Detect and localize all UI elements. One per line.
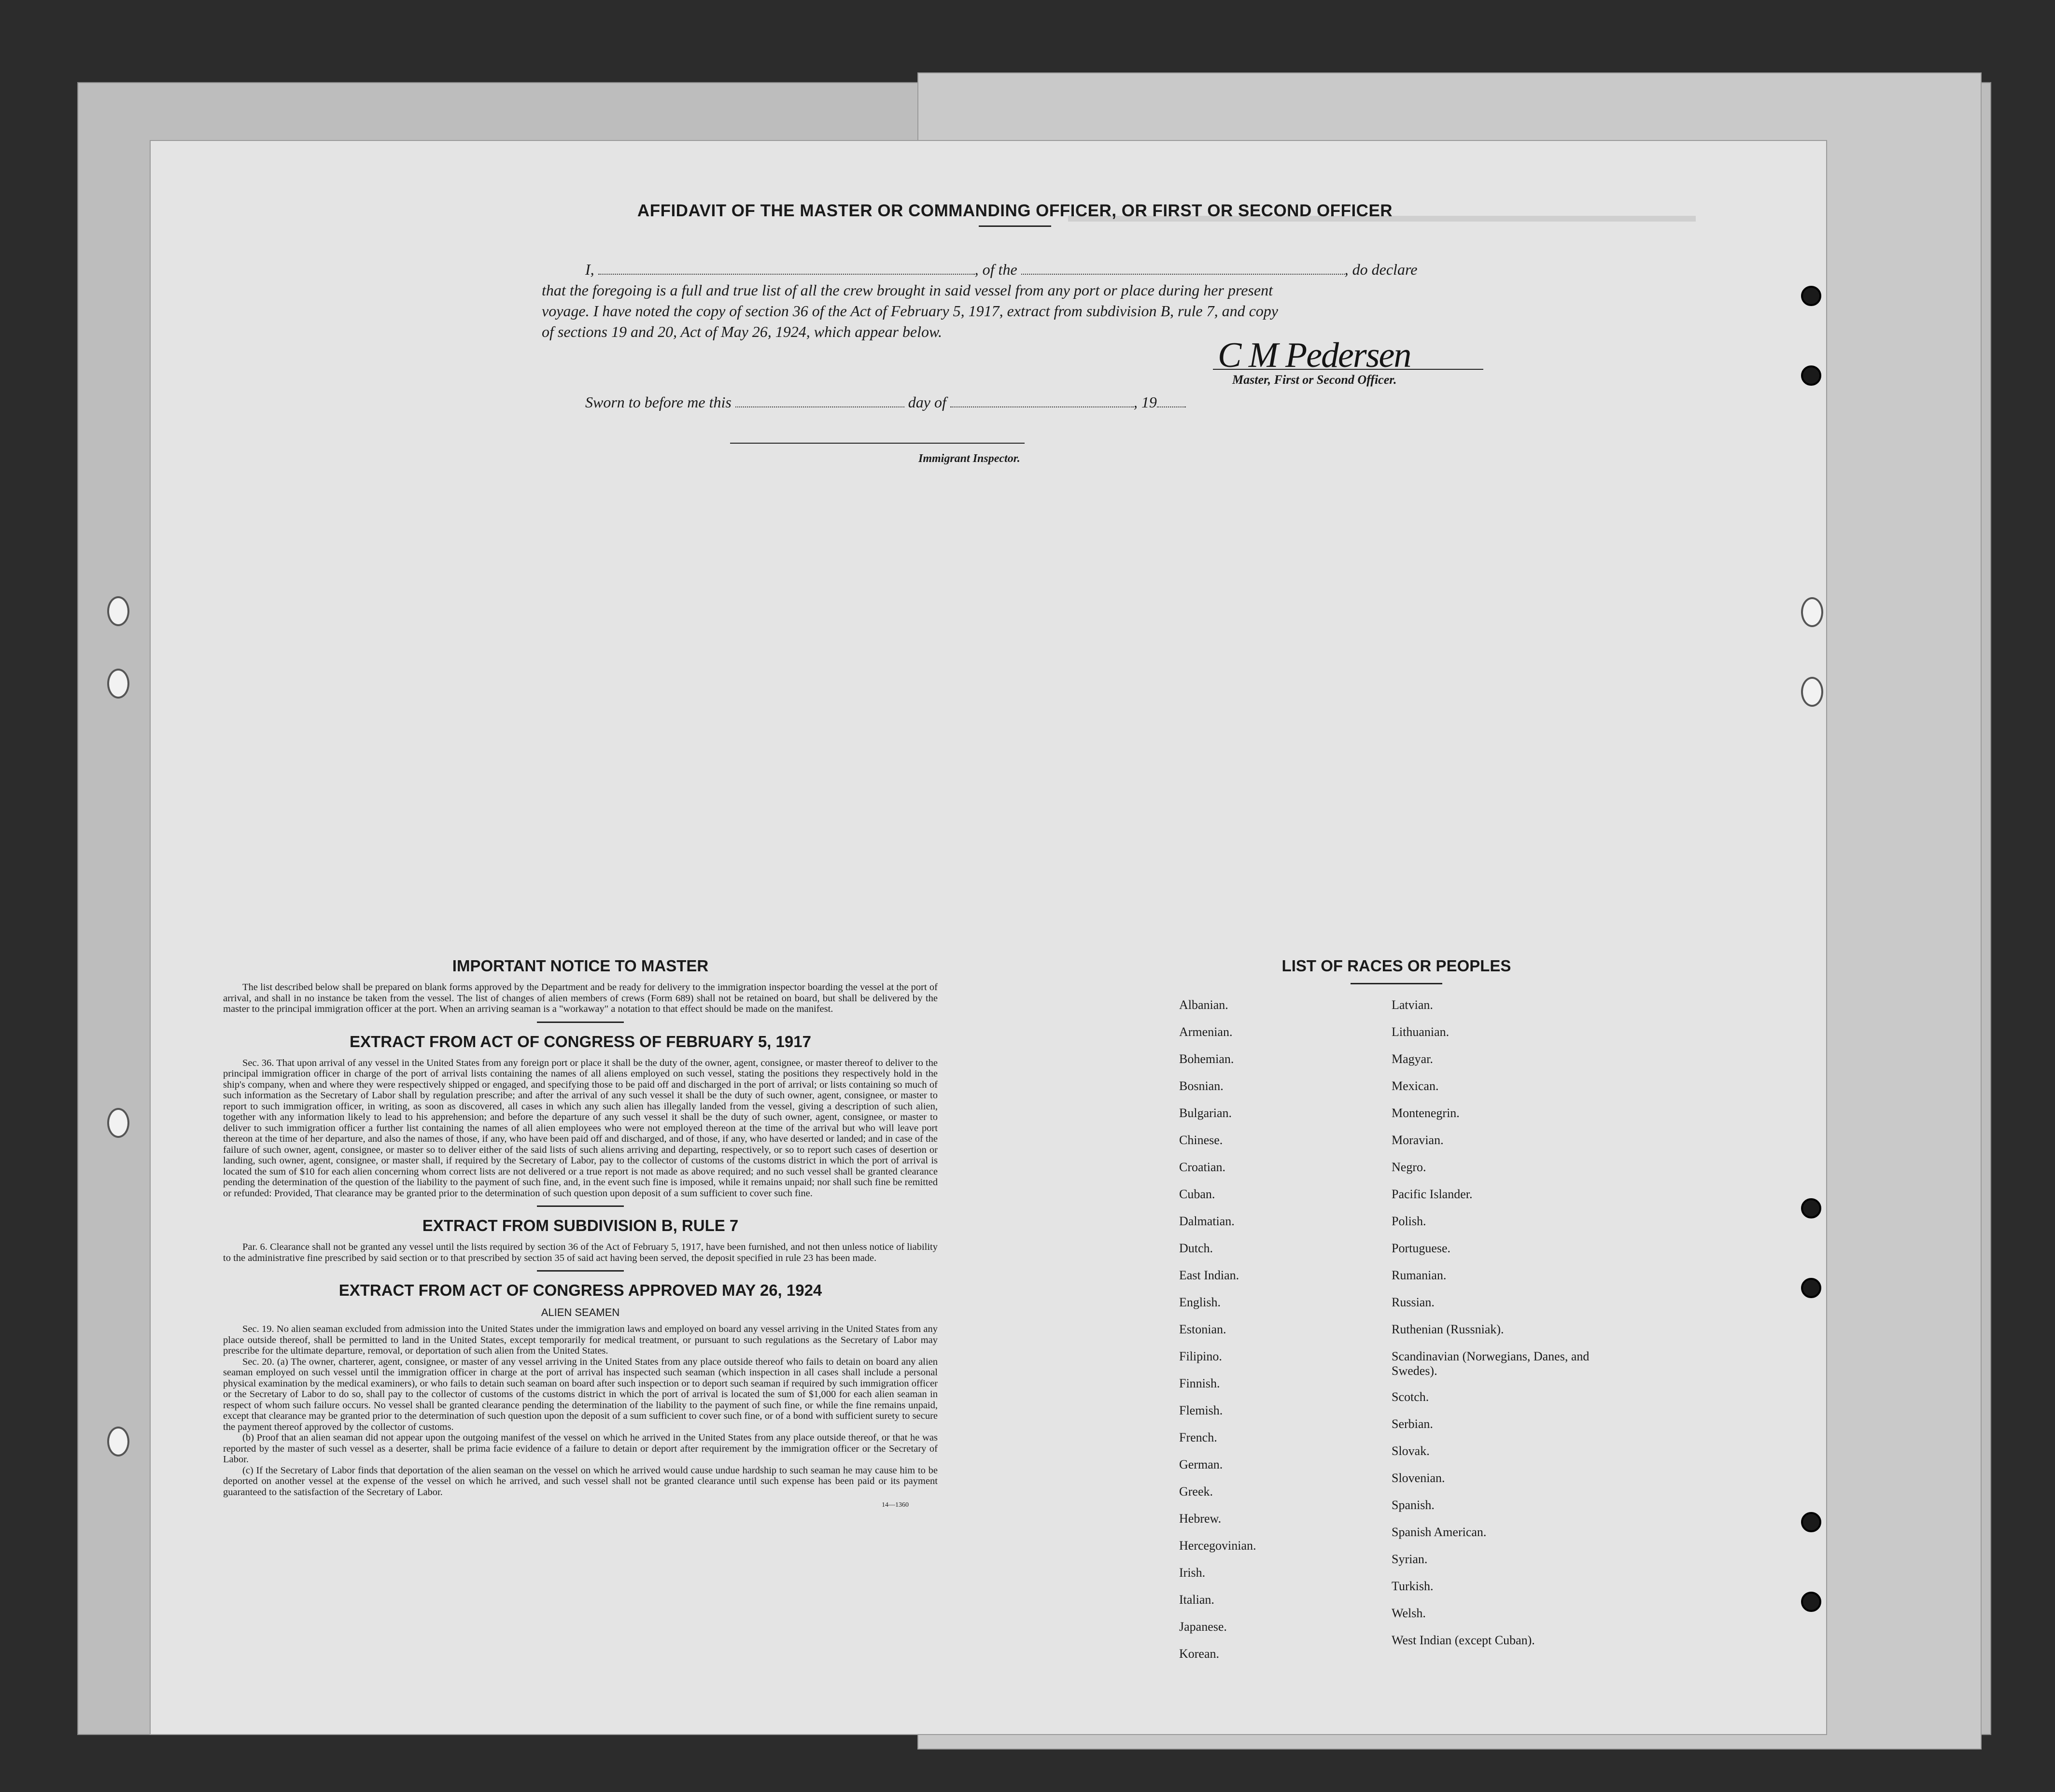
- list-item: Estonian.: [1179, 1322, 1226, 1336]
- extract1-text: Sec. 36. That upon arrival of any vessel in the United States from any foreign port or place it shall be the duty of the owner, agent, consignee, or master thereof to deliver to the principal immigration officer in charge of the port of arrival lists containing the names of all aliens employed on such vessel, stating the positions they respectively hold in the ship's company, when and where they were respectively shipped or engaged, and specifying those to be paid off and discharged in the port of arrival; or lists containing so much of such information as the Secretary of Labor shall by regulation prescribe; and after the arrival of any such vessel it shall be the duty of such owner, agent, consignee, or master to report to such immigration officer, in writing, as soon as discovered, all cases in which any such alien has illegally landed from the vessel, giving a description of such alien, together with any information likely to lead to his apprehension; and before the departure of any such vessel it shall be the duty of such owner, agent, consignee, or master to deliver to such immigration officer a further list containing the names of all alien employees who were not employed thereon at the time of the arrival but who will leave port thereon at the time of her departure, and also the names of those, if any, who have been paid off and discharged, and of those, if any, who have deserted or landed; and in case of the failure of such owner, agent, consignee, or master so to deliver either of the said lists of such aliens arriving and departing, respectively, or so to report such cases of desertion or landing, such owner, agent, consignee, or master shall, if required by the Secretary of Labor, pay to the collector of customs of the customs district in which the port of arrival is located the sum of $10 for each alien concerning whom correct lists are not delivered or a true report is not made as above required; and no such vessel shall be granted clearance pending the determination of the question of the liability to the payment of such fine, and, in the event such fine is imposed, while it remains unpaid; nor shall such fine be remitted or refunded: Provided, That clearance may be granted prior to the determination of such question upon deposit of a sum sufficient to cover such fine.: [223, 1057, 938, 1199]
- inspector-line: [730, 443, 1025, 444]
- extract2-text: Par. 6. Clearance shall not be granted any vessel until the lists required by section 36 of the Act of February 5, 1917, have been furnished, and not then unless notice of liability to the administrative fine prescribed by said section or to that prescribed by section 35 of said act having been served, the deposit specified in rule 23 has been made.: [223, 1242, 938, 1263]
- list-item: Irish.: [1179, 1566, 1206, 1580]
- extract1-title: EXTRACT FROM ACT OF CONGRESS OF FEBRUARY 5, 1917: [350, 1032, 811, 1050]
- affidavit-body-line3: of sections 19 and 20, Act of May 26, 1924, which appear below.: [542, 323, 942, 340]
- list-item: Dutch.: [1179, 1241, 1213, 1255]
- list-item: Chinese.: [1179, 1133, 1223, 1147]
- list-item: Bosnian.: [1179, 1079, 1224, 1093]
- extract3-sec19: Sec. 19. No alien seaman excluded from admission into the United States under the immigration laws and employed on board any vessel arriving in the United States from any place outside thereof, shall be permitted to land in the United States, except temporarily for medical treatment, or pursuant to such regulations as the Secretary of Labor may prescribe for the ultimate departure, removal, or deportation of such alien from the United States.: [223, 1324, 938, 1356]
- list-item: Rumanian.: [1392, 1268, 1447, 1282]
- notice-column: [223, 957, 938, 1509]
- list-item: Armenian.: [1179, 1025, 1233, 1039]
- list-item: Scotch.: [1392, 1390, 1429, 1404]
- title-rule: [979, 225, 1051, 227]
- punch-hole: [1801, 1198, 1821, 1218]
- list-item: Japanese.: [1179, 1620, 1227, 1634]
- list-item: Hebrew.: [1179, 1512, 1222, 1526]
- name-blank[interactable]: [598, 260, 975, 275]
- list-item: Slovenian.: [1392, 1471, 1445, 1485]
- list-item: Bohemian.: [1179, 1052, 1234, 1066]
- list-item: Scandinavian (Norwegians, Danes, and Swedes).: [1392, 1349, 1590, 1378]
- list-item: Moravian.: [1392, 1133, 1444, 1147]
- punch-hole: [107, 596, 129, 626]
- list-item: Welsh.: [1392, 1606, 1426, 1620]
- list-item: Magyar.: [1392, 1052, 1433, 1066]
- list-item: Croatian.: [1179, 1160, 1226, 1174]
- list-item: Albanian.: [1179, 998, 1228, 1012]
- list-item: Russian.: [1392, 1295, 1435, 1309]
- punch-hole: [1801, 286, 1821, 306]
- list-item: Ruthenian (Russniak).: [1392, 1322, 1504, 1336]
- extract3-sec20c: (c) If the Secretary of Labor finds that deportation of the alien seaman on the vessel on which he arrived would cause undue hardship to such seaman he may cause him to be deported on another vessel at the expense of the vessel on which he arrived, and such vessel shall not be granted clearance until such expense has been paid or its payment guaranteed to the satisfaction of the Secretary of Labor.: [223, 1465, 938, 1498]
- punch-hole: [1801, 677, 1823, 707]
- list-item: Italian.: [1179, 1593, 1214, 1607]
- affidavit-body-line1: that the foregoing is a full and true list of all the crew brought in said vessel from any port or place during her present: [542, 281, 1273, 299]
- list-item: West Indian (except Cuban).: [1392, 1633, 1535, 1647]
- list-item: Cuban.: [1179, 1187, 1215, 1201]
- list-item: Flemish.: [1179, 1403, 1223, 1417]
- signature-line: [1213, 369, 1483, 370]
- form-number: 14—1360: [882, 1501, 909, 1509]
- list-item: Finnish.: [1179, 1376, 1220, 1390]
- inspector-label: Immigrant Inspector.: [918, 452, 1020, 465]
- master-signature: C M Pedersen: [1218, 336, 1411, 375]
- affidavit-section: [527, 201, 1503, 227]
- extract3-subtitle: ALIEN SEAMEN: [541, 1306, 620, 1318]
- divider: [537, 1205, 624, 1207]
- extract3-sec20a: Sec. 20. (a) The owner, charterer, agent, consignee, or master of any vessel arriving in the United States from any place outside thereof who fails to detain on board any alien seaman employed on such vessel until the immigration officer in charge at the port of arrival has inspected such seaman (which inspection in all cases shall include a personal physical examination by the medical examiners), or who fails to detain such seaman on board after such inspection or to deport such seaman if required by such immigration officer or the Secretary of Labor to do so, shall pay to the collector of customs of the customs district in which the port of arrival is located the sum of $1,000 for each alien seaman in respect of whom such failure occurs. No vessel shall be granted clearance pending the determination of the liability to the payment of such fine, or while the fine remains unpaid, except that clearance may be granted prior to the determination of such question upon the deposit of a sum sufficient to cover such fine, or of a bond with sufficient surety to secure the payment thereof approved by the collector of customs.: [223, 1356, 938, 1432]
- punch-hole: [1801, 1278, 1821, 1298]
- punch-hole: [107, 669, 129, 699]
- affidavit-title: AFFIDAVIT OF THE MASTER OR COMMANDING OFFICER, OR FIRST OR SECOND OFFICER: [637, 201, 1393, 220]
- race-column-left: [1179, 998, 1392, 1674]
- list-item: Bulgarian.: [1179, 1106, 1232, 1120]
- notice-text: The list described below shall be prepared on blank forms approved by the Department and be ready for delivery to the immigration inspector boarding the vessel at the port of arrival, and shall in no instance be taken from the vessel. The list of changes of alien members of crews (Form 689) shall not be retained on board, but shall be delivered by the master to the principal immigration officer at the port. When an arriving seaman is a "workaway" a notation to that effect should be made on the manifest.: [223, 982, 938, 1014]
- divider: [537, 1022, 624, 1023]
- list-item: Latvian.: [1392, 998, 1433, 1012]
- vessel-blank[interactable]: [1021, 260, 1345, 275]
- races-title: LIST OF RACES OR PEOPLES: [1281, 957, 1511, 975]
- manifest-page: [150, 140, 1827, 1735]
- punch-hole: [107, 1427, 129, 1456]
- list-item: Spanish American.: [1392, 1525, 1487, 1539]
- list-item: Slovak.: [1392, 1444, 1430, 1458]
- list-item: Spanish.: [1392, 1498, 1435, 1512]
- list-item: Polish.: [1392, 1214, 1426, 1228]
- races-list: [1179, 957, 1614, 1674]
- divider: [1351, 983, 1442, 984]
- list-item: English.: [1179, 1295, 1221, 1309]
- punch-hole: [1801, 365, 1821, 386]
- extract2-title: EXTRACT FROM SUBDIVISION B, RULE 7: [422, 1217, 739, 1234]
- list-item: Filipino.: [1179, 1349, 1222, 1363]
- sworn-month-blank[interactable]: [950, 393, 1134, 407]
- sworn-year-blank[interactable]: [1157, 393, 1186, 407]
- extract3-sec20b: (b) Proof that an alien seaman did not appear upon the outgoing manifest of the vessel on which he arrived in the United States from any place outside thereof, or that he was reported by the master of such vessel as a deserter, shall be prima facie evidence of a failure to detain or deport after requirement by the immigration officer or the Secretary of Labor.: [223, 1432, 938, 1465]
- list-item: Montenegrin.: [1392, 1106, 1460, 1120]
- list-item: German.: [1179, 1457, 1223, 1471]
- list-item: Negro.: [1392, 1160, 1426, 1174]
- punch-hole: [1801, 1592, 1821, 1612]
- punch-hole: [107, 1108, 129, 1138]
- list-item: East Indian.: [1179, 1268, 1239, 1282]
- list-item: Syrian.: [1392, 1552, 1428, 1566]
- list-item: Portuguese.: [1392, 1241, 1451, 1255]
- list-item: Mexican.: [1392, 1079, 1439, 1093]
- sworn-day-blank[interactable]: [735, 393, 904, 407]
- punch-hole: [1801, 1512, 1821, 1532]
- affidavit-declaration-line: I, , of the , do declare: [585, 261, 1418, 278]
- list-item: French.: [1179, 1430, 1217, 1444]
- divider: [537, 1270, 624, 1272]
- list-item: Dalmatian.: [1179, 1214, 1235, 1228]
- punch-hole: [1801, 597, 1823, 627]
- list-item: Lithuanian.: [1392, 1025, 1450, 1039]
- list-item: Serbian.: [1392, 1417, 1433, 1431]
- list-item: Greek.: [1179, 1484, 1213, 1498]
- list-item: Hercegovinian.: [1179, 1539, 1256, 1553]
- list-item: Pacific Islander.: [1392, 1187, 1473, 1201]
- extract3-title: EXTRACT FROM ACT OF CONGRESS APPROVED MAY 26, 1924: [338, 1281, 822, 1299]
- race-column-right: [1392, 998, 1614, 1674]
- signer-title: Master, First or Second Officer.: [1232, 373, 1397, 387]
- notice-title: IMPORTANT NOTICE TO MASTER: [452, 957, 709, 975]
- affidavit-body-line2: voyage. I have noted the copy of section 36 of the Act of February 5, 1917, extract from subdivision B, rule 7, and copy: [542, 302, 1278, 320]
- list-item: Turkish.: [1392, 1579, 1434, 1593]
- race-columns: [1179, 998, 1614, 1674]
- sworn-line: Sworn to before me this day of , 19: [585, 392, 1309, 412]
- list-item: Korean.: [1179, 1647, 1220, 1661]
